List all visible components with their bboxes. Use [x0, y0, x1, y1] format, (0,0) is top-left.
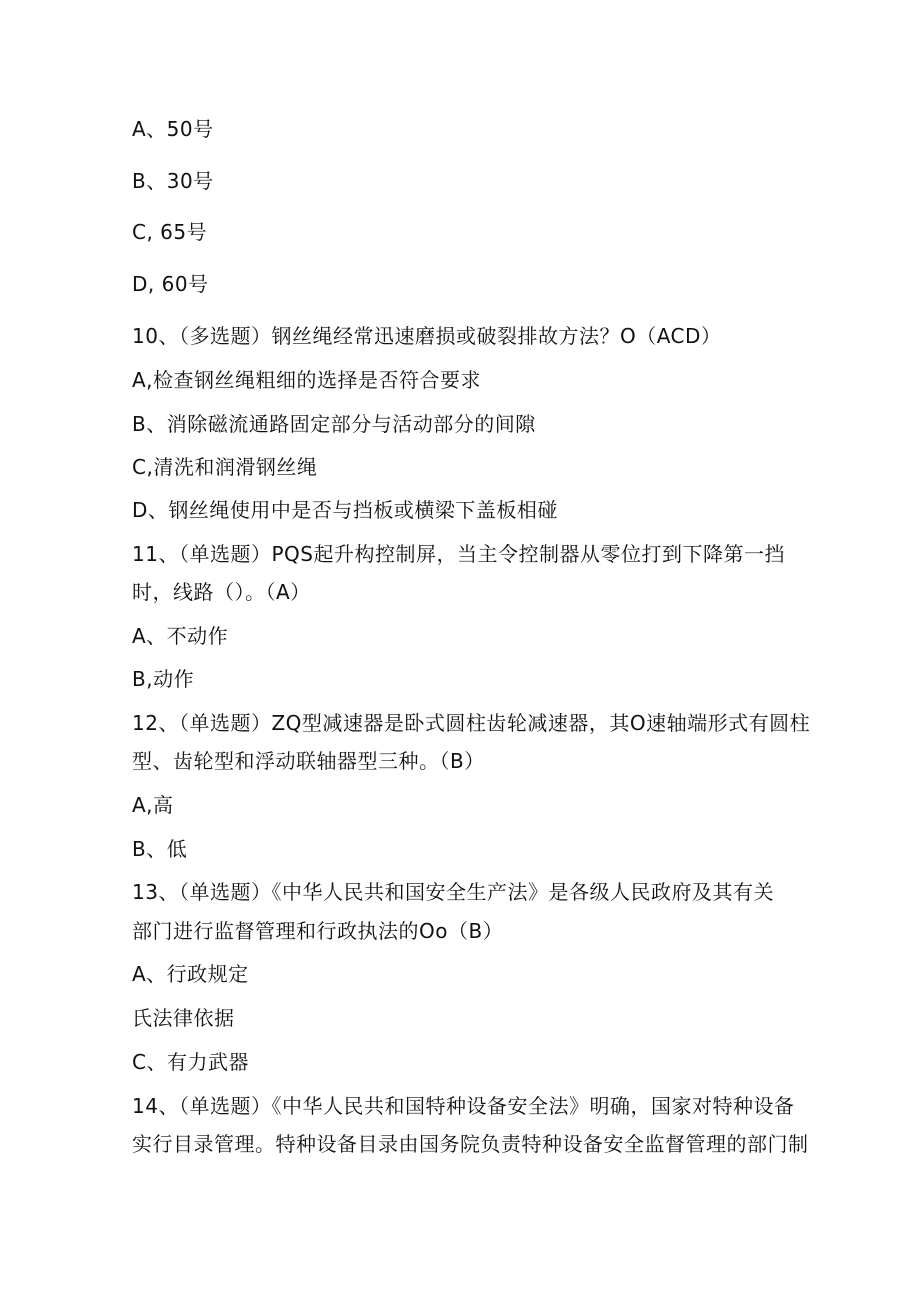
question-14-line-2: 实行目录管理。特种设备目录由国务院负责特种设备安全监督管理的部门制: [132, 1132, 809, 1156]
option-b-q9: B、30号: [132, 169, 214, 193]
question-12-line-2: 型、齿轮型和浮动联轴器型三种。（B）: [132, 749, 485, 773]
option-d-q9: D, 60号: [132, 272, 209, 296]
question-11-line-2: 时，线路（）。（A）: [132, 580, 311, 604]
question-10: 10、（多选题）钢丝绳经常迅速磨损或破裂排故方法？O（ACD）: [132, 324, 722, 348]
question-13-line-1: 13、（单选题）《中华人民共和国安全生产法》是各级人民政府及其有关: [132, 880, 774, 904]
option-a-q12: A,高: [132, 793, 174, 817]
option-a-q11: A、不动作: [132, 624, 229, 648]
option-c-q10: C,清洗和润滑钢丝绳: [132, 455, 318, 479]
option-b-q10: B、消除磁流通路固定部分与活动部分的间隙: [132, 412, 536, 436]
option-a-q9: A、50号: [132, 117, 214, 141]
option-c-q13: C、有力武器: [132, 1050, 249, 1074]
option-b-q11: B,动作: [132, 667, 195, 691]
question-14-line-1: 14、（单选题）《中华人民共和国特种设备安全法》明确，国家对特种设备: [132, 1094, 795, 1118]
question-12-line-1: 12、（单选题）ZQ型减速器是卧式圆柱齿轮减速器，其O速轴端形式有圆柱: [132, 711, 811, 735]
option-a-q13: A、行政规定: [132, 962, 249, 986]
option-c-q9: C, 65号: [132, 220, 208, 244]
question-11-line-1: 11、（单选题）PQS起升构控制屏，当主令控制器从零位打到下降第一挡: [132, 542, 785, 566]
question-13-line-2: 部门进行监督管理和行政执法的Oo（B）: [132, 919, 504, 943]
option-d-q10: D、钢丝绳使用中是否与挡板或横梁下盖板相碰: [132, 498, 558, 522]
option-b-q13: 氏法律依据: [132, 1006, 235, 1030]
option-a-q10: A,检查钢丝绳粗细的选择是否符合要求: [132, 368, 482, 392]
option-b-q12: B、低: [132, 837, 188, 861]
